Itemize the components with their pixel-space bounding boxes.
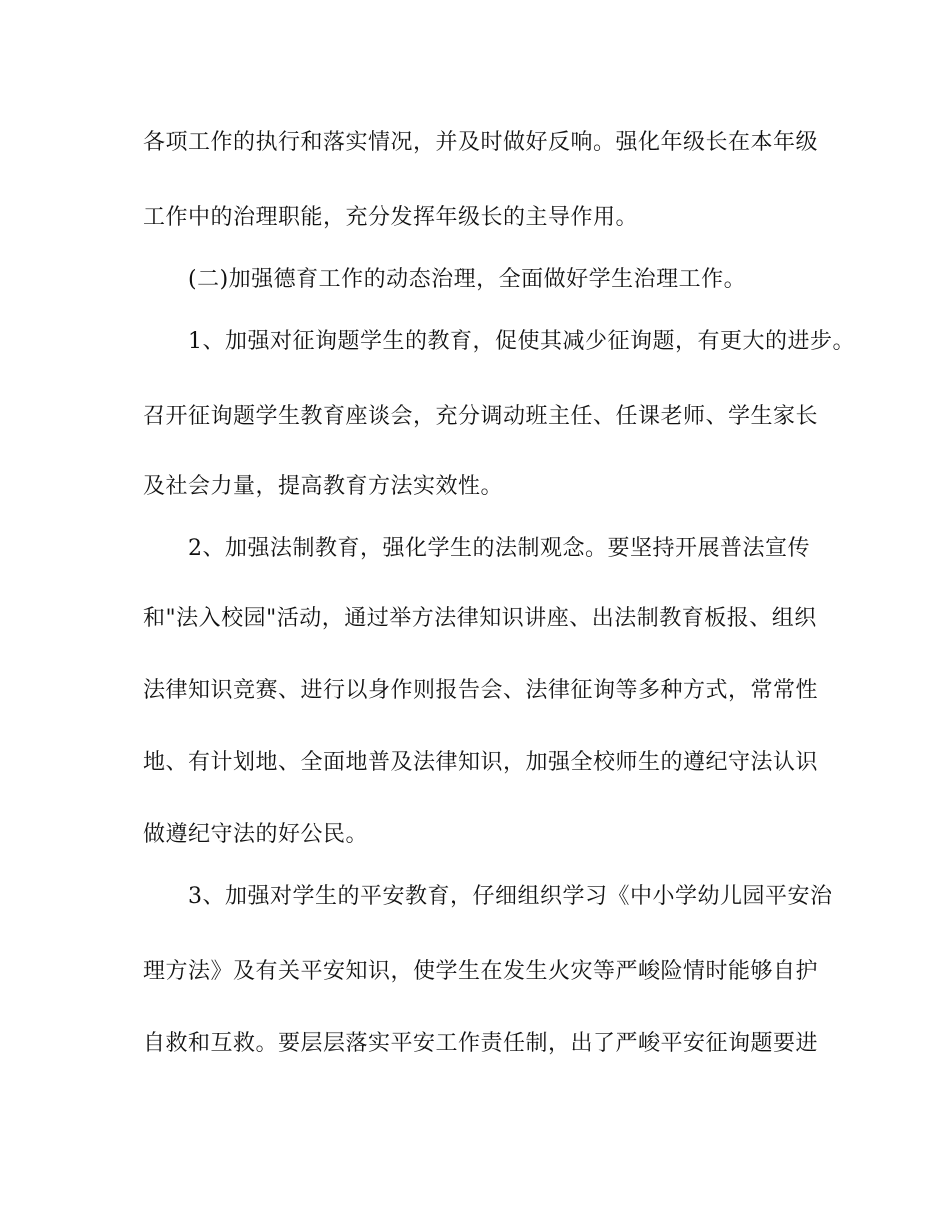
section-heading: (二)加强德育工作的动态治理，全面做好学生治理工作。 bbox=[188, 267, 747, 292]
text-line-11: 做遵纪守法的好公民。 bbox=[143, 822, 369, 847]
text-line-12: 3、加强对学生的平安教育，仔细组织学习《中小学幼儿园平安治 bbox=[188, 884, 833, 909]
text-line-8: 和"法入校园"活动，通过举方法律知识讲座、出法制教育板报、组织 bbox=[143, 606, 817, 631]
text-line-7: 2、加强法制教育，强化学生的法制观念。要坚持开展普法宣传 bbox=[188, 536, 810, 561]
text-line-2: 工作中的治理职能，充分发挥年级长的主导作用。 bbox=[143, 205, 639, 230]
text-line-10: 地、有计划地、全面地普及法律知识，加强全校师生的遵纪守法认识 bbox=[143, 750, 819, 775]
text-line-5: 召开征询题学生教育座谈会，充分调动班主任、任课老师、学生家长 bbox=[143, 404, 819, 429]
text-line-1: 各项工作的执行和落实情况，并及时做好反响。强化年级长在本年级 bbox=[143, 130, 819, 155]
text-line-13: 理方法》及有关平安知识，使学生在发生火灾等严峻险情时能够自护 bbox=[143, 959, 819, 984]
text-line-14: 自救和互救。要层层落实平安工作责任制，出了严峻平安征询题要进 bbox=[143, 1031, 819, 1056]
text-line-6: 及社会力量，提高教育方法实效性。 bbox=[143, 474, 504, 499]
text-line-9: 法律知识竞赛、进行以身作则报告会、法律征询等多种方式，常常性 bbox=[143, 678, 819, 703]
text-line-4: 1、加强对征询题学生的教育，促使其减少征询题，有更大的进步。 bbox=[188, 329, 855, 354]
